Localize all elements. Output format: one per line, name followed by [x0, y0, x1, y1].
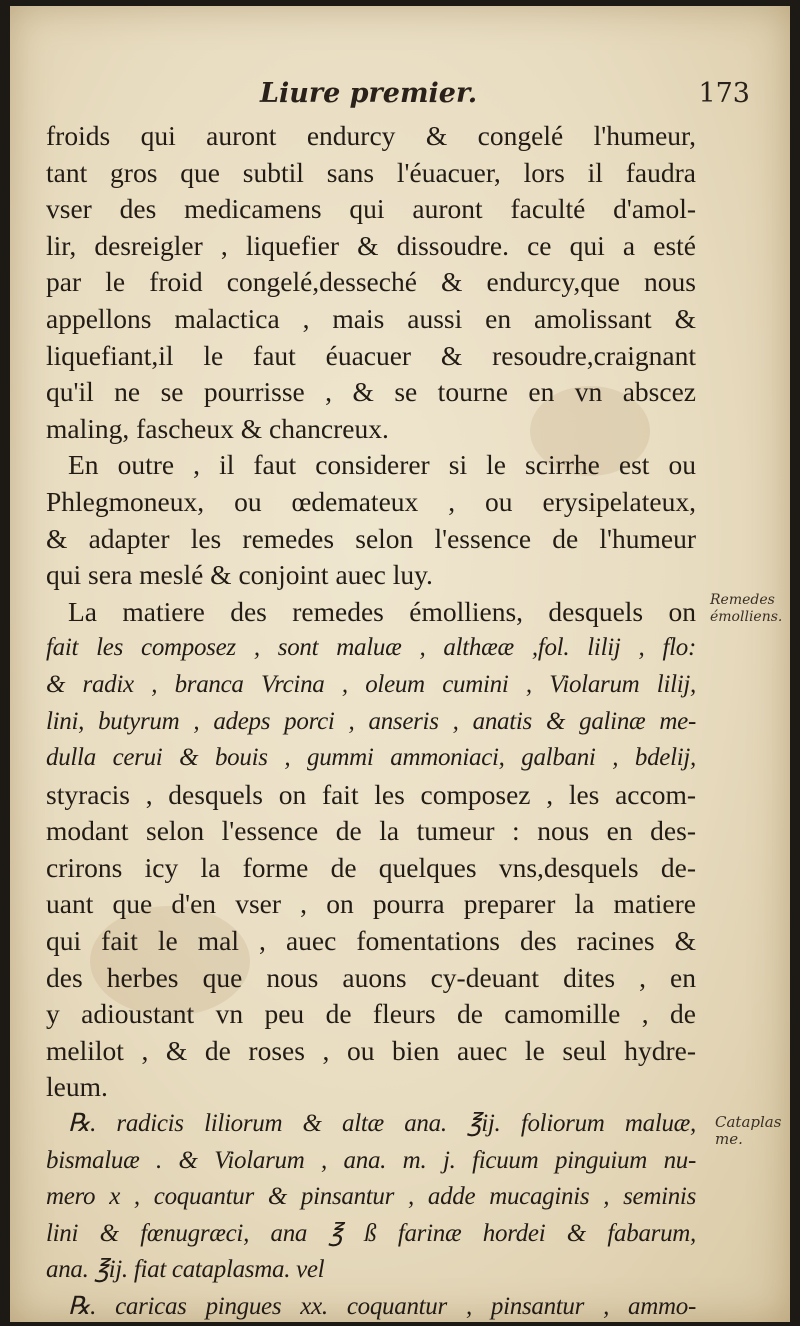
text-line: leum.: [46, 1071, 108, 1103]
text-line: & adapter les remedes selon l'essence de l'humeur: [46, 522, 696, 554]
text-line: qu'il ne se pourrisse , & se tourne en vn abscez: [46, 376, 696, 408]
text-line: vser des medicamens qui auront faculté d'amol-: [46, 193, 696, 225]
text-line: froids qui auront endurcy & congelé l'humeur,: [46, 120, 696, 151]
text-line: Phlegmoneux, ou œdemateux , ou erysipelateux,: [46, 485, 696, 517]
page-number: 173: [698, 78, 750, 109]
text-line: crirons icy la forme de quelques vns,desquels de-: [46, 851, 696, 883]
running-title: Liure premier.: [260, 78, 478, 109]
margin-note-cataplasme: Cataplas me.: [715, 1113, 782, 1148]
book-page: [10, 6, 790, 1322]
text-line: ana. ℥ij. fiat cataplasma. vel: [46, 1256, 325, 1284]
text-line: bismaluæ . & Violarum , ana. m. j. ficuum pinguium nu-: [46, 1146, 696, 1174]
text-line: En outre , il faut considerer si le scirrhe est ou: [68, 449, 696, 481]
text-line: La matiere des remedes émolliens, desquels on: [68, 595, 696, 627]
text-line: ℞. caricas pingues xx. coquantur , pinsantur , ammo-: [68, 1293, 696, 1320]
text-line: liquefiant,il le faut éuacuer & resoudre,craignant: [46, 339, 696, 371]
text-line: qui fait le mal , auec fomentations des racines &: [46, 925, 696, 957]
text-line: modant selon l'essence de la tumeur : nous en des-: [46, 815, 696, 847]
text-line: lini, butyrum , adeps porci , anseris , anatis & galinæ me-: [46, 707, 696, 735]
text-line: uant que d'en vser , on pourra preparer la matiere: [46, 888, 696, 920]
text-line: y adioustant vn peu de fleurs de camomille , de: [46, 998, 696, 1030]
text-line: mero x , coquantur & pinsantur , adde mucaginis , seminis: [46, 1183, 696, 1211]
text-line: par le froid congelé,desseché & endurcy,que nous: [46, 266, 696, 298]
text-line: maling, fascheux & chancreux.: [46, 412, 389, 444]
margin-note-remedes: Remedes émolliens.: [710, 592, 783, 625]
text-line: styracis , desquels on fait les composez , les accom-: [46, 778, 696, 810]
text-line: ℞. radicis liliorum & altæ ana. ℥ij. foliorum maluæ,: [68, 1110, 696, 1138]
text-line: des herbes que nous auons cy-deuant dites , en: [46, 961, 696, 993]
text-line: qui sera meslé & conjoint auec luy.: [46, 559, 433, 591]
text-line: dulla cerui & bouis , gummi ammoniaci, galbani , bdelij,: [46, 744, 696, 772]
text-line: melilot , & de roses , ou bien auec le seul hydre-: [46, 1034, 696, 1066]
text-line: lir, desreigler , liquefier & dissoudre. ce qui a esté: [46, 229, 696, 261]
text-line: fait les composez , sont maluæ , althææ ,fol. lilij , flo:: [46, 634, 696, 662]
text-line: appellons malactica , mais aussi en amolissant &: [46, 302, 696, 334]
page-header: [50, 78, 750, 118]
body-text: [46, 118, 696, 1322]
text-line: lini & fœnugræci, ana ℥ ß farinæ hordei & fabarum,: [46, 1219, 696, 1247]
text-line: tant gros que subtil sans l'éuacuer, lors il faudra: [46, 156, 696, 188]
text-line: & radix , branca Vrcina , oleum cumini , Violarum lilij,: [46, 670, 696, 698]
